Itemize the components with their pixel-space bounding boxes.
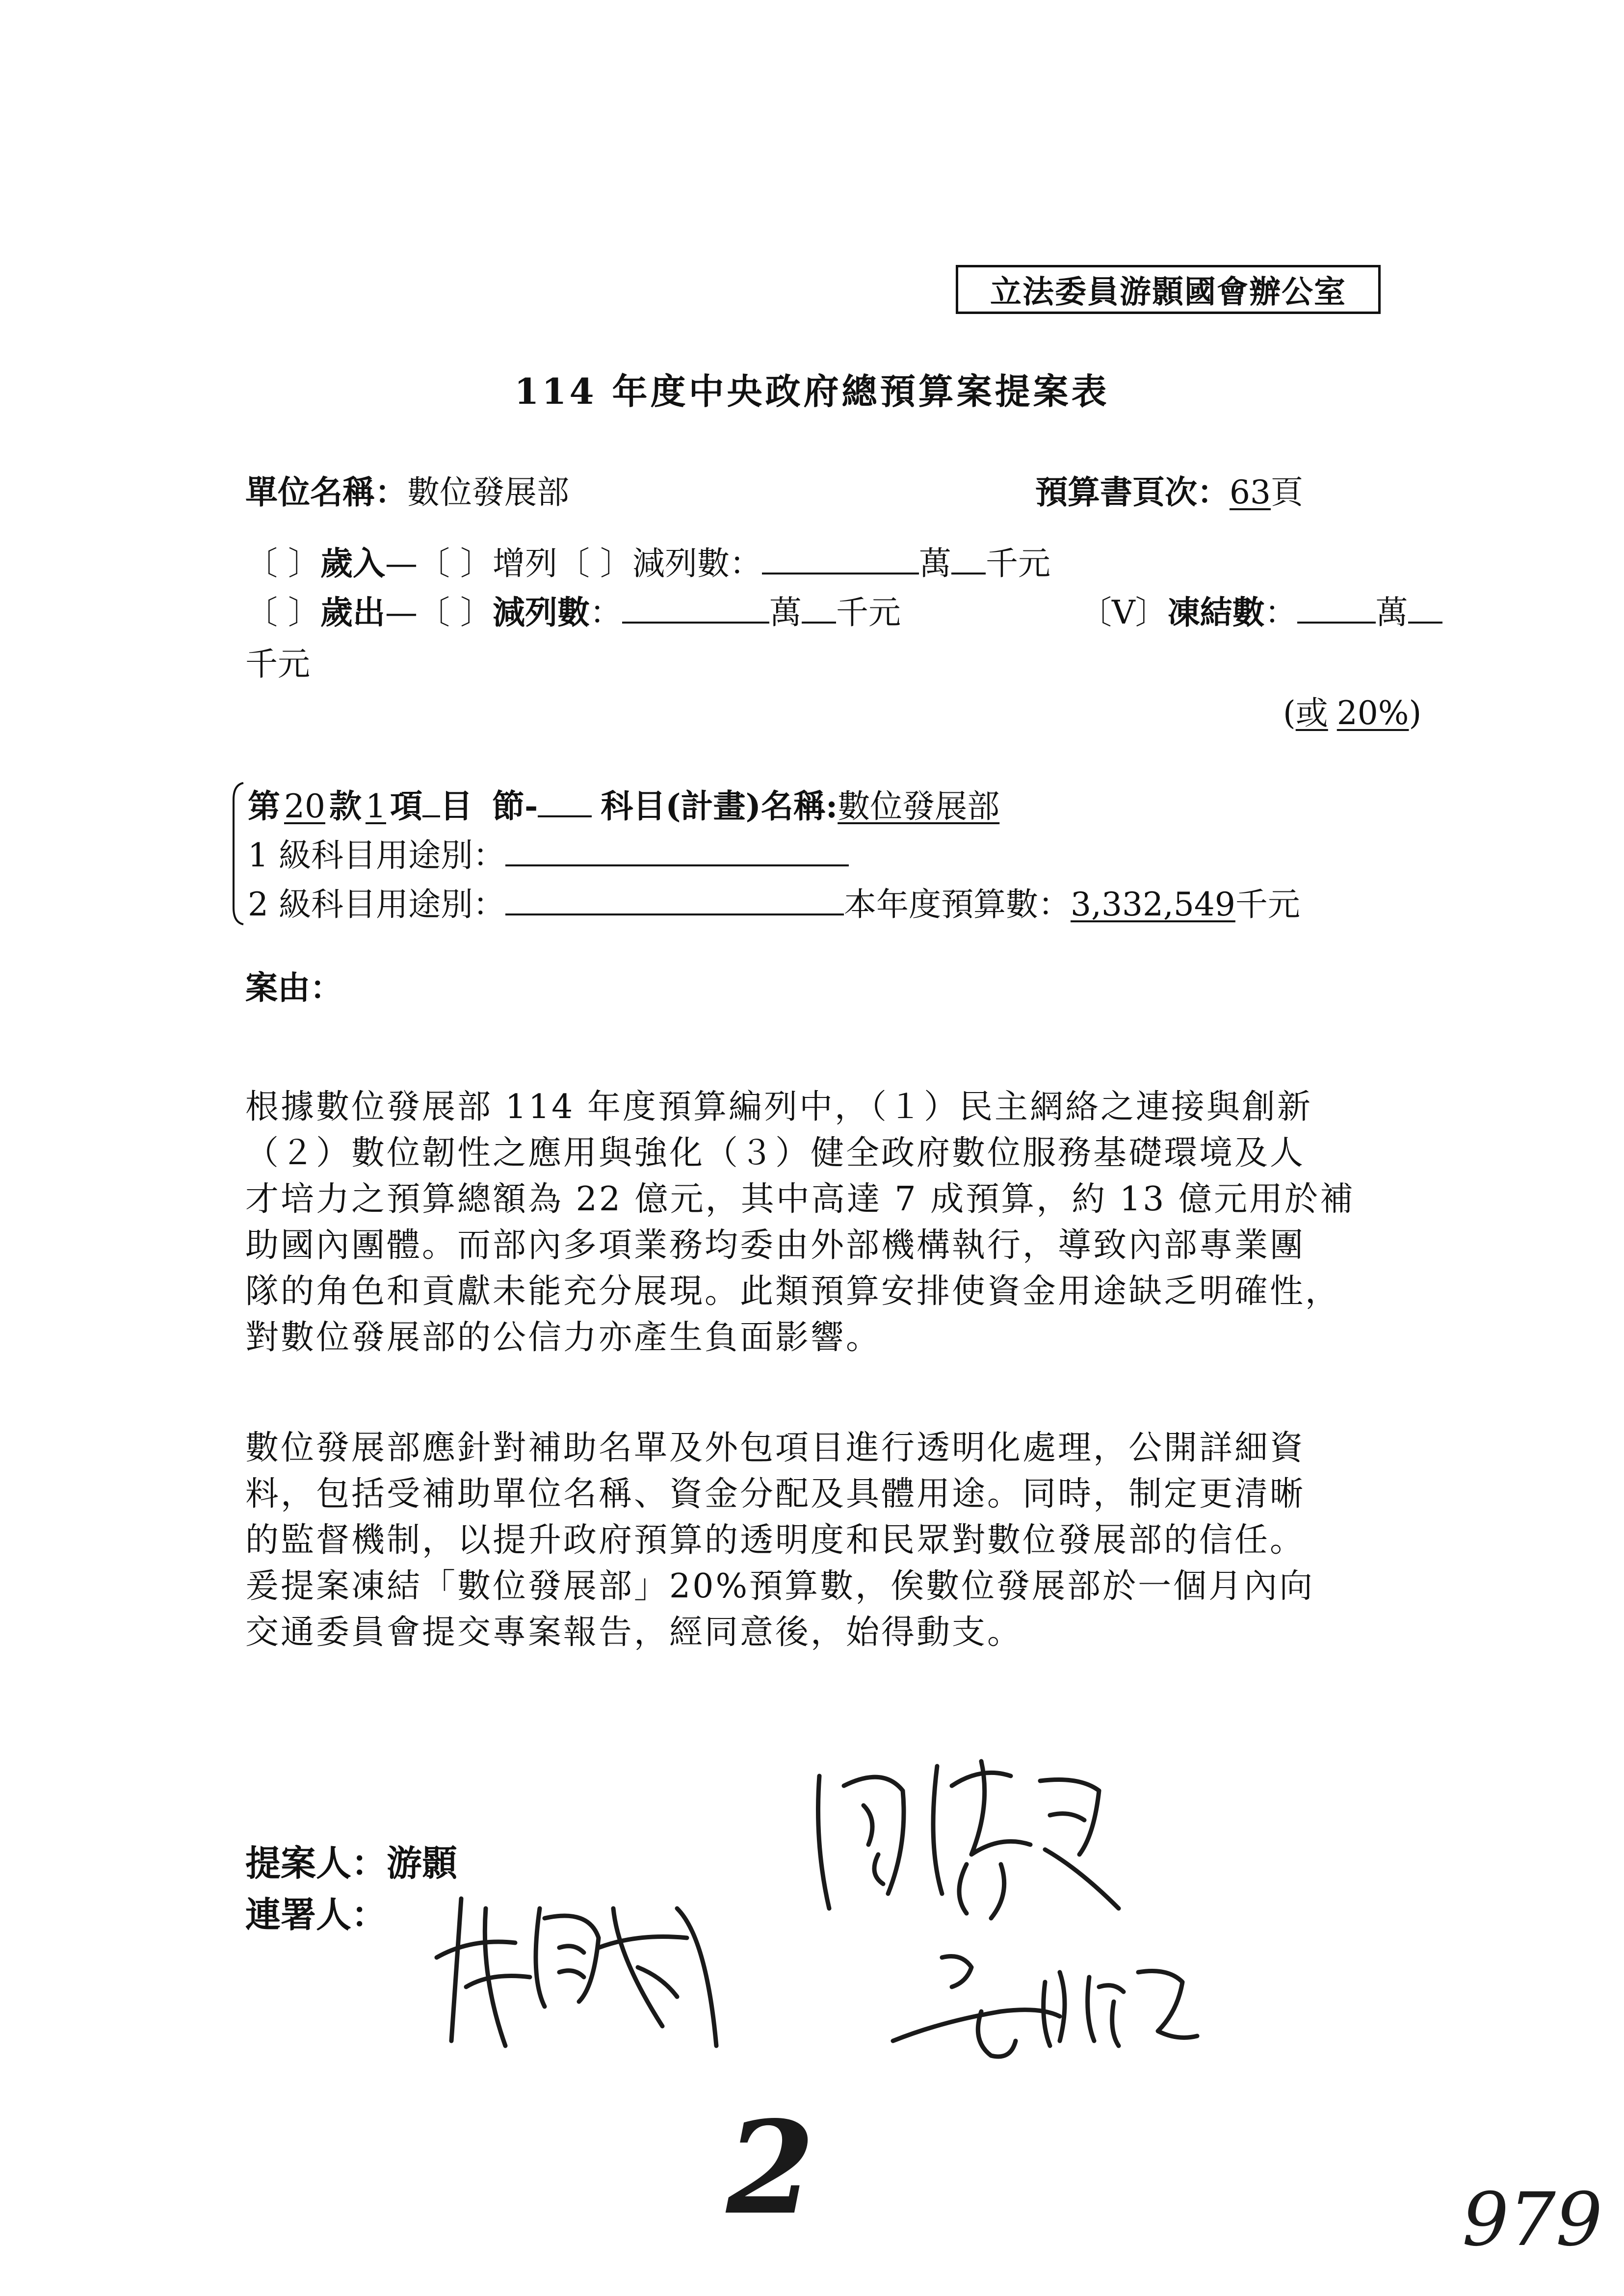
revenue-wan-blank [762,543,919,574]
percent-note [1283,687,1421,733]
level1-label: 1 級科目用途別： [248,836,505,874]
proposer-name: 游顥 [387,1842,458,1884]
paragraph-line: （２）數位韌性之應用與強化（３）健全政府數位服務基礎環境及人 [245,1134,1306,1173]
kuan-value: 20 [284,787,325,825]
expense-row [245,586,901,633]
reason-paragraph-1 [245,1084,1384,1361]
expense-qian-unit: 千元 [836,594,901,631]
page-ref-label: 預算書頁次： [1035,473,1230,511]
revenue-increase-label: 增列 [492,545,557,582]
xiang-value: 1 [365,787,386,825]
signature-1 [432,1879,746,2056]
unit-value: 數位發展部 [407,473,569,511]
subject-name-label: 科目(計畫)名稱: [601,787,838,825]
paragraph-line: 才培力之預算總額為 22 億元，其中高達 7 成預算，約 13 億元用於補 [245,1180,1356,1219]
revenue-checkbox: 〔 〕 [245,545,320,582]
paragraph-line: 爰提案凍結「數位發展部」20%預算數，俟數位發展部於一個月內向 [245,1567,1315,1606]
office-stamp: 立法委員游顥國會辦公室 [956,265,1381,314]
page-ref-suffix: 頁 [1270,473,1303,511]
paragraph-line: 隊的角色和貢獻未能充分展現。此類預算安排使資金用途缺乏明確性， [245,1272,1341,1311]
expense-dash: — [385,594,418,631]
freeze-wan-unit: 萬 [1375,594,1408,631]
paragraph-line: 數位發展部應針對補助名單及外包項目進行透明化處理，公開詳細資 [245,1429,1306,1467]
budget-label: 本年度預算數： [843,886,1071,923]
page-number: 979 [1462,2177,1603,2263]
page-ref-value: 63 [1230,473,1271,511]
expense-qian-blank [802,592,836,624]
paragraph-line: 對數位發展部的公信力亦產生負面影響。 [245,1318,882,1357]
unit-row [245,466,569,513]
unit-label: 單位名稱： [245,473,407,511]
jie-value: - [524,787,538,825]
revenue-row [245,537,1050,584]
item-row [248,780,999,827]
revenue-wan-unit: 萬 [918,545,951,582]
level2-row [248,878,1300,925]
percent-word: 或 [1295,694,1328,732]
revenue-decrease-checkbox: 〔 〕 [557,545,632,582]
form-title: 114 年度中央政府總預算案提案表 [514,370,1110,412]
revenue-decrease-label: 減列數： [632,545,762,582]
freeze-wan-blank [1297,592,1376,624]
level1-row [248,829,849,876]
expense-decrease-label: 減列數 [492,593,590,631]
reason-label: 案由： [245,968,342,1007]
freeze-row [1079,586,1442,633]
expense-decrease-checkbox: 〔 〕 [417,594,493,631]
proposer-row [245,1835,457,1886]
budget-value: 3,332,549 [1070,886,1235,923]
page-ref [1035,466,1303,513]
freeze-qian-unit: 千元 [245,645,310,683]
expense-decrease-colon: ： [589,594,622,631]
percent-open: ( [1283,694,1296,732]
level2-blank [505,884,844,915]
level1-blank [505,835,849,866]
revenue-increase-checkbox: 〔 〕 [417,545,493,582]
jie-label: 節 [492,787,524,825]
percent-close: ) [1409,694,1422,732]
item-bracket [227,780,246,927]
proposer-label: 提案人： [245,1842,387,1884]
reason-paragraph-2 [245,1425,1384,1656]
cosigner-label: 連署人： [245,1894,387,1935]
expense-label: 歲出 [320,593,385,631]
paragraph-line: 料，包括受補助單位名稱、資金分配及具體用途。同時，制定更清晰 [245,1475,1306,1513]
paragraph-line: 交通委員會提交專案報告，經同意後，始得動支。 [245,1613,1023,1652]
paragraph-line: 的監督機制，以提升政府預算的透明度和民眾對數位發展部的信任。 [245,1521,1306,1560]
kuan-prefix: 第 [248,787,280,825]
freeze-qian-blank [1408,592,1442,624]
paragraph-line: 助國內團體。而部內多項業務均委由外部機構執行，導致內部專業團 [245,1226,1306,1265]
revenue-label: 歲入 [320,544,385,582]
kuan-label: 款 [329,787,362,825]
paragraph-line: 根據數位發展部 114 年度預算編列中，（１）民主網絡之連接與創新 [245,1088,1313,1126]
revenue-qian-unit: 千元 [985,545,1050,582]
level2-label: 2 級科目用途別： [248,886,505,923]
budget-unit: 千元 [1235,886,1300,923]
signature-3 [883,1943,1207,2070]
mu-blank [422,786,440,817]
expense-wan-blank [622,592,769,624]
percent-value: 20% [1336,694,1409,732]
revenue-dash: — [385,545,418,582]
xiang-label: 項 [390,787,422,825]
revenue-qian-blank [951,543,986,574]
expense-wan-unit: 萬 [769,594,802,631]
signature-2 [805,1747,1158,1933]
subject-name-value: 數位發展部 [838,787,1000,825]
freeze-checkbox: 〔V〕 [1079,594,1168,631]
expense-checkbox: 〔 〕 [245,594,320,631]
freeze-label: 凍結數 [1167,593,1265,631]
mu-label: 目 [440,787,472,825]
jie-blank [538,786,592,817]
freeze-colon: ： [1264,594,1297,631]
handwritten-number: 2 [726,2093,815,2243]
